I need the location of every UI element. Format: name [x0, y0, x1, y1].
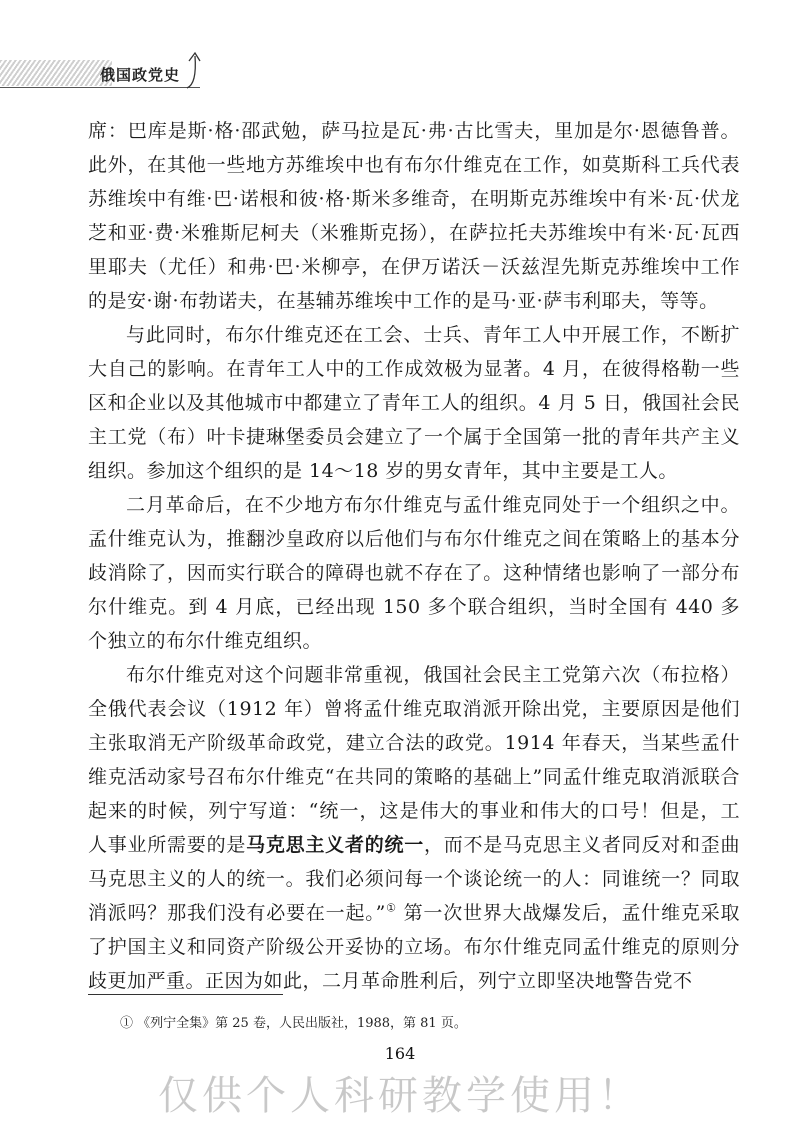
- paragraph: 席：巴库是斯·格·邵武勉，萨马拉是瓦·弗·古比雪夫，里加是尔·恩德鲁普。此外，在其他一些地方苏维埃中也有布尔什维克在工作，如莫斯科工兵代表苏维埃中有维·巴·诺根和彼·格·斯米多维奇，在明斯克苏维埃中有米·瓦·伏龙芝和亚·费·米雅斯尼柯夫（米雅斯克扬），在萨拉托夫苏维埃中有米·瓦·瓦西里耶夫（尤任）和弗·巴·米柳亭，在伊万诺沃－沃兹涅先斯克苏维埃中工作的是安·谢·布勃诺夫，在基辅苏维埃中工作的是马·亚·萨韦利耶夫，等等。: [88, 120, 740, 312]
- paragraph-text: 第一次世界大战爆发后，孟什维克采取了护国主义和同资产阶级公开妥协的立场。布尔什维克同孟什维克的原则分歧更加严重。正因为如此，二月革命胜利后，列宁立即坚决地警告党不: [88, 902, 741, 992]
- watermark-text: 仅供个人科研教学使用！: [158, 1073, 642, 1119]
- running-header-title: 俄国政党史: [100, 66, 181, 84]
- header-stripe-decoration: [0, 60, 112, 86]
- paragraph-text: ，而不是马克思主义者同反对和歪曲马克思主义的人的统一。我们必须问每一个谈论统一的人：同谁统一？同取消派吗？那我们没有必要在一起。”: [88, 834, 740, 924]
- header-rule: [0, 87, 200, 88]
- page-number: 164: [384, 1044, 416, 1063]
- paragraph-text: 布尔什维克对这个问题非常重视，俄国社会民主工党第六次（布拉格）全俄代表会议（1912 年）曾将孟什维克取消派开除出党，主要原因是他们主张取消无产阶级革命政党，建立合法的政党。1914 年春天，当某些孟什维克活动家号召布尔什维克“在共同的策略的基础上”同孟什维克取消派联合起来的时候，列宁写道：“统一，这是伟大的事业和伟大的口号！但是，工人事业所需要的是: [88, 664, 740, 856]
- header-arrow-icon: [183, 50, 205, 90]
- footnote-rule: [88, 994, 283, 995]
- body-text: [88, 114, 740, 998]
- paragraph: 二月革命后，在不少地方布尔什维克与孟什维克同处于一个组织之中。孟什维克认为，推翻沙皇政府以后他们与布尔什维克之间在策略上的基本分歧消除了，因而实行联合的障碍也就不存在了。这种情绪也影响了一部分布尔什维克。到 4 月底，已经出现 150 多个联合组织，当时全国有 440 多个独立的布尔什维克组织。: [88, 494, 740, 652]
- paragraph: [88, 658, 740, 998]
- footnote: ① 《列宁全集》第 25 卷，人民出版社，1988，第 81 页。: [120, 1016, 467, 1031]
- paragraph: 与此同时，布尔什维克还在工会、士兵、青年工人中开展工作，不断扩大自己的影响。在青年工人中的工作成效极为显著。4 月，在彼得格勒一些区和企业以及其他城市中都建立了青年工人的组织。4 月 5 日，俄国社会民主工党（布）叶卡捷琳堡委员会建立了一个属于全国第一批的青年共产主义组织。参加这个组织的是 14～18 岁的男女青年，其中主要是工人。: [88, 324, 740, 482]
- footnote-marker[interactable]: ①: [385, 901, 397, 915]
- emphasized-text: 马克思主义者的统一: [246, 834, 425, 856]
